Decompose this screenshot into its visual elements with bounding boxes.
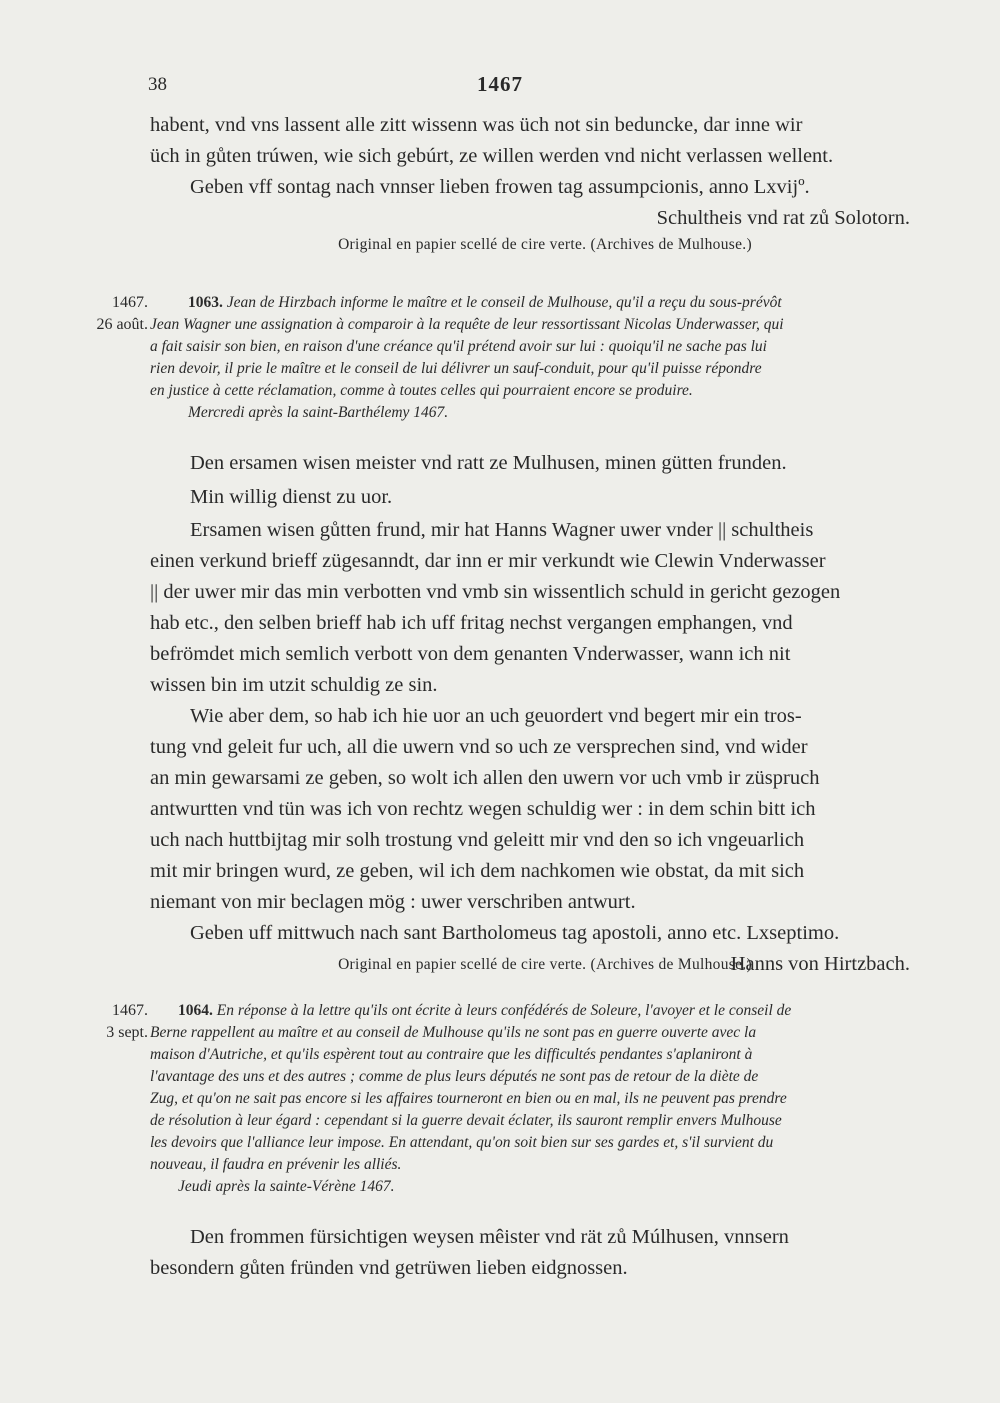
letter-address: Den ersamen wisen meister vnd ratt ze Mulhusen, minen gütten frunden.: [190, 452, 787, 474]
text-line: einen verkund brieff zügesanndt, dar inn er mir verkundt wie Clewin Vnderwasser: [150, 550, 826, 572]
letter-body: [150, 448, 940, 980]
margin-date: [70, 292, 148, 336]
letter-address: [150, 1222, 940, 1284]
text-line: niemant von mir beclagen mög : uwer verschriben antwurt.: [150, 891, 636, 913]
text-line: mit mir bringen wurd, ze geben, wil ich dem nachkomen wie obstat, da mit sich: [150, 860, 805, 882]
summary-line: nouveau, il faudra en prévenir les alliés.: [150, 1156, 402, 1173]
summary-text: En réponse à la lettre qu'ils ont écrite à leurs confédérés de Soleure, l'avoyer et le conseil de: [216, 1002, 792, 1019]
source-note: Original en papier scellé de cire verte. (Archives de Mulhouse.): [338, 236, 752, 253]
summary-line: en justice à cette réclamation, comme à toutes celles qui pourraient encore se produire.: [150, 382, 693, 399]
entry-number: 1064.: [178, 1002, 213, 1019]
entry-date: Jeudi après la sainte-Vérène 1467.: [178, 1178, 395, 1195]
dating-line: Geben uff mittwuch nach sant Bartholomeus tag apostoli, anno etc. Lxseptimo.: [190, 922, 840, 944]
margin-date: [70, 1000, 148, 1044]
text-line: Wie aber dem, so hab ich hie uor an uch geuordert vnd begert mir ein tros-: [190, 705, 802, 727]
text-line: wissen bin im utzit schuldig ze sin.: [150, 674, 438, 696]
summary-line: [150, 292, 940, 314]
summary-line: Berne rappellent au maître et au conseil de Mulhouse qu'ils ne sont pas en guerre ouverte avec la: [150, 1024, 757, 1041]
summary-line: a fait saisir son bien, en raison d'une créance qu'il prétend avoir sur lui : quoiqu'il ne sache pas lui: [150, 338, 767, 355]
text-line: an min gewarsami ze geben, so wolt ich allen den uwern vor uch vmb ir züspruch: [150, 767, 820, 789]
text-line: Den frommen fürsichtigen weysen mêister vnd rät zů Múlhusen, vnnsern: [190, 1226, 789, 1248]
summary-line: Jean Wagner une assignation à comparoir à la requête de leur ressortissant Nicolas Underwasser, qui: [150, 316, 784, 333]
text-line: habent, vnd vns lassent alle zitt wissenn was üch not sin beduncke, dar inne wir: [150, 114, 803, 136]
text-line: antwurtten vnd tün was ich von rechtz wegen schuldig wer : in dem schin bitt ich: [150, 798, 816, 820]
dating-line: Geben vff sontag nach vnnser lieben frowen tag assumpcionis, anno Lxvijº.: [190, 176, 810, 198]
signature: Schultheis vnd rat zů Solotorn.: [656, 207, 910, 229]
continuation-text: [150, 110, 940, 234]
letter-greeting: Min willig dienst zu uor.: [190, 486, 393, 508]
margin-day: 3 sept.: [106, 1024, 148, 1041]
text-line: üch in gůten trúwen, wie sich gebúrt, ze willen werden vnd nicht verlassen wellent.: [150, 145, 834, 167]
entry-number: 1063.: [188, 294, 223, 311]
summary-line: [150, 1000, 940, 1022]
text-line: Ersamen wisen gůtten frund, mir hat Hanns Wagner uwer vnder || schultheis: [190, 519, 814, 541]
page-number: 38: [148, 74, 167, 95]
summary-line: Zug, et qu'on ne sait pas encore si les affaires tourneront en bien ou en mal, ils ne peuvent pas prendre: [150, 1090, 787, 1107]
summary-line: maison d'Autriche, et qu'ils espèrent tout au contraire que les difficultés pendantes s'aplaniront à: [150, 1046, 753, 1063]
running-title: 1467: [477, 72, 523, 96]
entry-summary: [150, 292, 940, 424]
signature: Hanns von Hirtzbach.: [730, 953, 910, 975]
margin-day: 26 août.: [96, 316, 148, 333]
entry-date: Mercredi après la saint-Barthélemy 1467.: [188, 404, 449, 421]
entry-summary: [150, 1000, 940, 1198]
text-line: hab etc., den selben brieff hab ich uff fritag nechst vergangen emphangen, vnd: [150, 612, 793, 634]
margin-year: 1467.: [112, 294, 148, 311]
summary-line: de résolution à leur égard : cependant si la guerre devait éclater, ils sauront remplir envers Mulhouse: [150, 1112, 782, 1129]
source-note: Original en papier scellé de cire verte. (Archives de Mulhouse.): [338, 956, 752, 973]
summary-line: les devoirs que l'alliance leur impose. En attendant, qu'on soit bien sur ses gardes et, s'il survient du: [150, 1134, 774, 1151]
summary-text: Jean de Hirzbach informe le maître et le conseil de Mulhouse, qu'il a reçu du sous-prévôt: [226, 294, 782, 311]
text-line: befrömdet mich semlich verbott von dem genanten Vnderwasser, wann ich nit: [150, 643, 791, 665]
summary-line: l'avantage des uns et des autres ; comme de plus leurs députés ne sont pas de retour de la diète de: [150, 1068, 759, 1085]
text-line: tung vnd geleit fur uch, all die uwern vnd so uch ze versprechen sind, vnd wider: [150, 736, 808, 758]
text-line: besondern gůten fründen vnd getrüwen lieben eidgnossen.: [150, 1257, 628, 1279]
text-line: || der uwer mir das min verbotten vnd vmb sin wissentlich schuld in gericht gezogen: [150, 581, 841, 603]
margin-year: 1467.: [112, 1002, 148, 1019]
summary-line: rien devoir, il prie le maître et le conseil de lui délivrer un sauf-conduit, pour qu'il puisse répondre: [150, 360, 762, 377]
text-line: uch nach huttbijtag mir solh trostung vnd geleitt mir vnd den so ich vngeuarlich: [150, 829, 805, 851]
